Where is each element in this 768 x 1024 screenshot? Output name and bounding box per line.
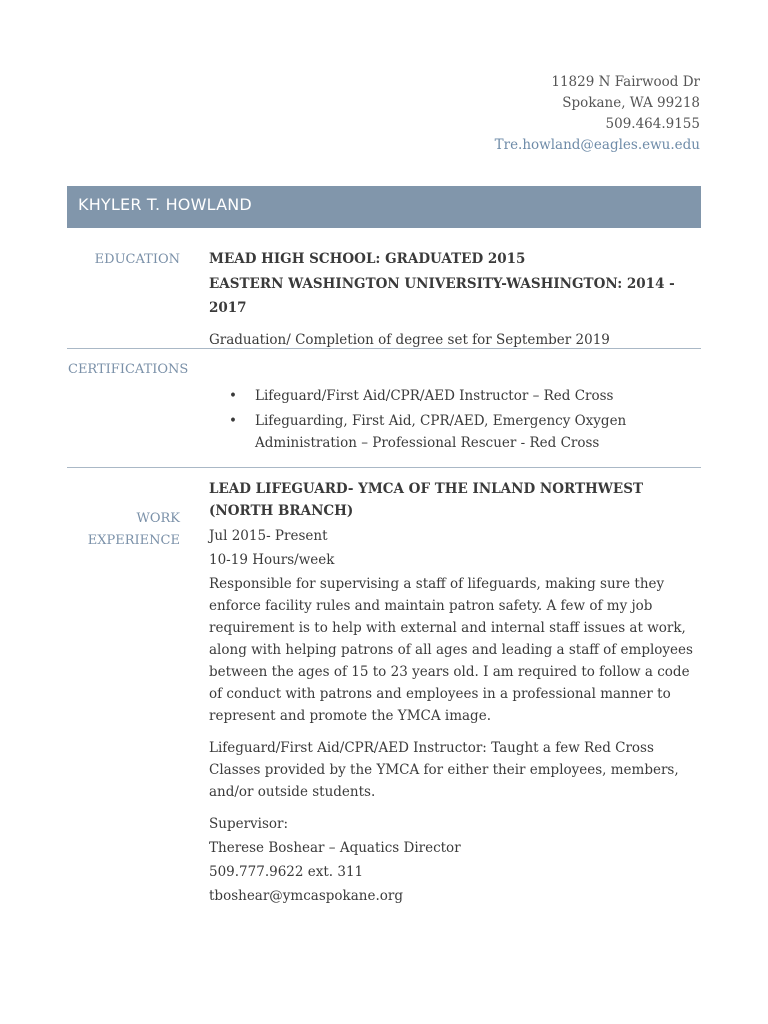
job-hours: 10-19 Hours/week — [209, 552, 335, 568]
bullet-icon: • — [229, 413, 237, 429]
job-dates: Jul 2015- Present — [209, 528, 328, 544]
education-school-1: MEAD HIGH SCHOOL: GRADUATED 2015 — [209, 251, 526, 267]
contact-email[interactable]: Tre.howland@eagles.ewu.edu — [494, 137, 700, 153]
section-divider — [67, 348, 701, 349]
certifications-section — [209, 385, 629, 457]
work-label-line-1: WORK — [136, 511, 180, 526]
section-divider — [67, 467, 701, 468]
bullet-icon: • — [229, 388, 237, 404]
work-section — [209, 478, 703, 907]
education-school-2: EASTERN WASHINGTON UNIVERSITY-WASHINGTON: 2014 - 2017 — [209, 275, 675, 316]
name-banner — [67, 186, 701, 228]
list-item — [209, 385, 629, 407]
education-note: Graduation/ Completion of degree set for September 2019 — [209, 331, 610, 348]
list-item — [209, 410, 629, 454]
education-section — [209, 247, 703, 351]
supervisor-name: Therese Boshear – Aquatics Director — [209, 840, 461, 856]
contact-block — [495, 72, 700, 156]
contact-phone: 509.464.9155 — [605, 116, 700, 132]
certifications-label: CERTIFICATIONS — [68, 362, 189, 377]
supervisor-email[interactable]: tboshear@ymcaspokane.org — [209, 888, 403, 904]
supervisor-phone: 509.777.9622 ext. 311 — [209, 864, 364, 880]
applicant-name: KHYLER T. HOWLAND — [78, 195, 252, 214]
supervisor-label: Supervisor: — [209, 816, 289, 832]
certification-text: Lifeguarding, First Aid, CPR/AED, Emergency Oxygen Administration – Professional Rescuer - Red Cross — [255, 413, 627, 451]
contact-street: 11829 N Fairwood Dr — [551, 74, 700, 90]
education-label: EDUCATION — [94, 252, 180, 267]
certification-text: Lifeguard/First Aid/CPR/AED Instructor – Red Cross — [255, 388, 614, 404]
contact-city: Spokane, WA 99218 — [562, 95, 700, 111]
job-description: Responsible for supervising a staff of lifeguards, making sure they enforce facility rules and maintain patron safety. A few of my job requirement is to help with external and internal staff issues at work, along with helping patrons of all ages and leading a staff of employees between the ages of 15 to 23 years old. I am required to follow a code of conduct with patrons and employees in a professional manner to represent and promote the YMCA image. — [209, 576, 693, 724]
certifications-list — [209, 385, 629, 454]
work-experience-label — [68, 508, 180, 552]
job-title: LEAD LIFEGUARD- YMCA OF THE INLAND NORTHWEST (NORTH BRANCH) — [209, 481, 644, 519]
work-label-line-2: EXPERIENCE — [87, 533, 180, 548]
job-instructor-note: Lifeguard/First Aid/CPR/AED Instructor: Taught a few Red Cross Classes provided by the YMCA for either their employees, members, and/or outside students. — [209, 740, 679, 800]
